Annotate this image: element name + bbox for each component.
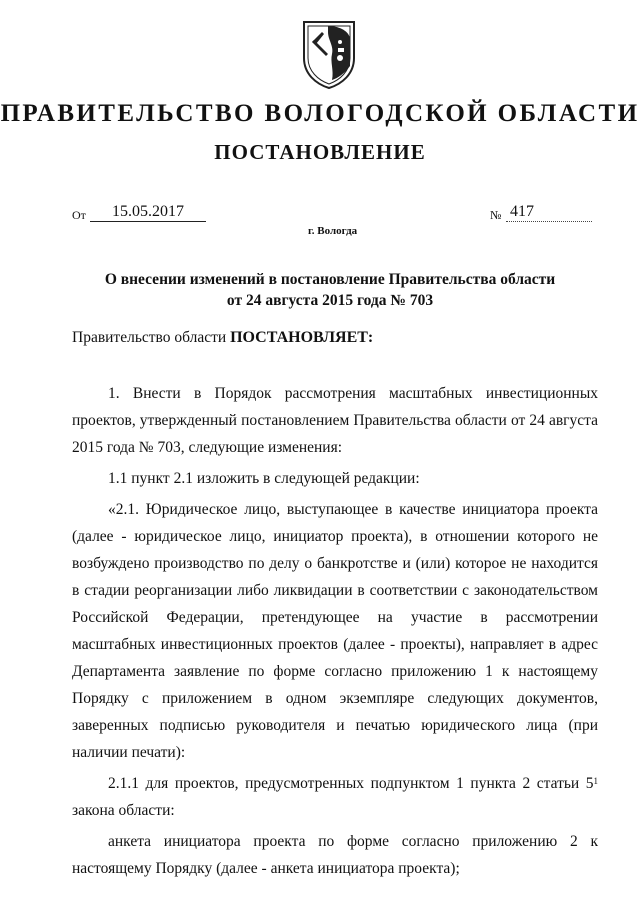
paragraph-4-text: 2.1.1 для проектов, предусмотренных подпунктом 1 пункта 2 статьи 5 [108,775,594,792]
document-type-title: ПОСТАНОВЛЕНИЕ [214,140,426,164]
paragraph-4-text-end: закона области: [72,802,175,819]
paragraph-4 [72,770,598,824]
paragraph-3: «2.1. Юридическое лицо, выступающее в качестве инициатора проекта (далее - юридическое лицо, инициатор проекта), в отношении которого не возбуждено производство по делу о банкротстве и (или) которое не находится в стадии реорганизации либо ликвидации в соответствии с законодательством Российской Федерации, претендующее на участие в рассмотрении масштабных инвестиционных проектов (далее - проекты), направляет в адрес Департамента заявление по форме согласно приложению 1 к настоящему Порядку с приложением в одном экземпляре следующих документов, заверенных подписью руководителя и печатью юридического лица (при наличии печати): [72,501,598,761]
number-label: № [490,208,502,222]
date-label: От [72,208,86,222]
document-body [72,380,598,882]
decree-verb: ПОСТАНОВЛЯЕТ: [230,329,374,346]
paragraph-2: 1.1 пункт 2.1 изложить в следующей редакции: [108,470,420,487]
subject-line-1: О внесении изменений в постановление Правительства области [104,271,556,288]
document-number: 417 [506,203,592,222]
paragraph-1: 1. Внести в Порядок рассмотрения масштабных инвестиционных проектов, утвержденный постановлением Правительства области от 24 августа 2015 года № 703, следующие изменения: [72,385,598,456]
city-label: г. Вологда [308,225,358,237]
paragraph-5: анкета инициатора проекта по форме согласно приложению 2 к настоящему Порядку (далее - анкета инициатора проекта); [72,833,598,877]
document-subject [90,269,570,311]
subject-line-2: от 24 августа 2015 года № 703 [226,292,434,309]
document-date: 15.05.2017 [90,203,206,222]
paragraph-4-superscript: 1 [593,776,598,786]
decree-line [72,329,373,347]
organization-title: ПРАВИТЕЛЬСТВО ВОЛОГОДСКОЙ ОБЛАСТИ [0,100,640,127]
decree-prefix: Правительство области [72,329,227,346]
coat-of-arms-icon [298,18,360,90]
